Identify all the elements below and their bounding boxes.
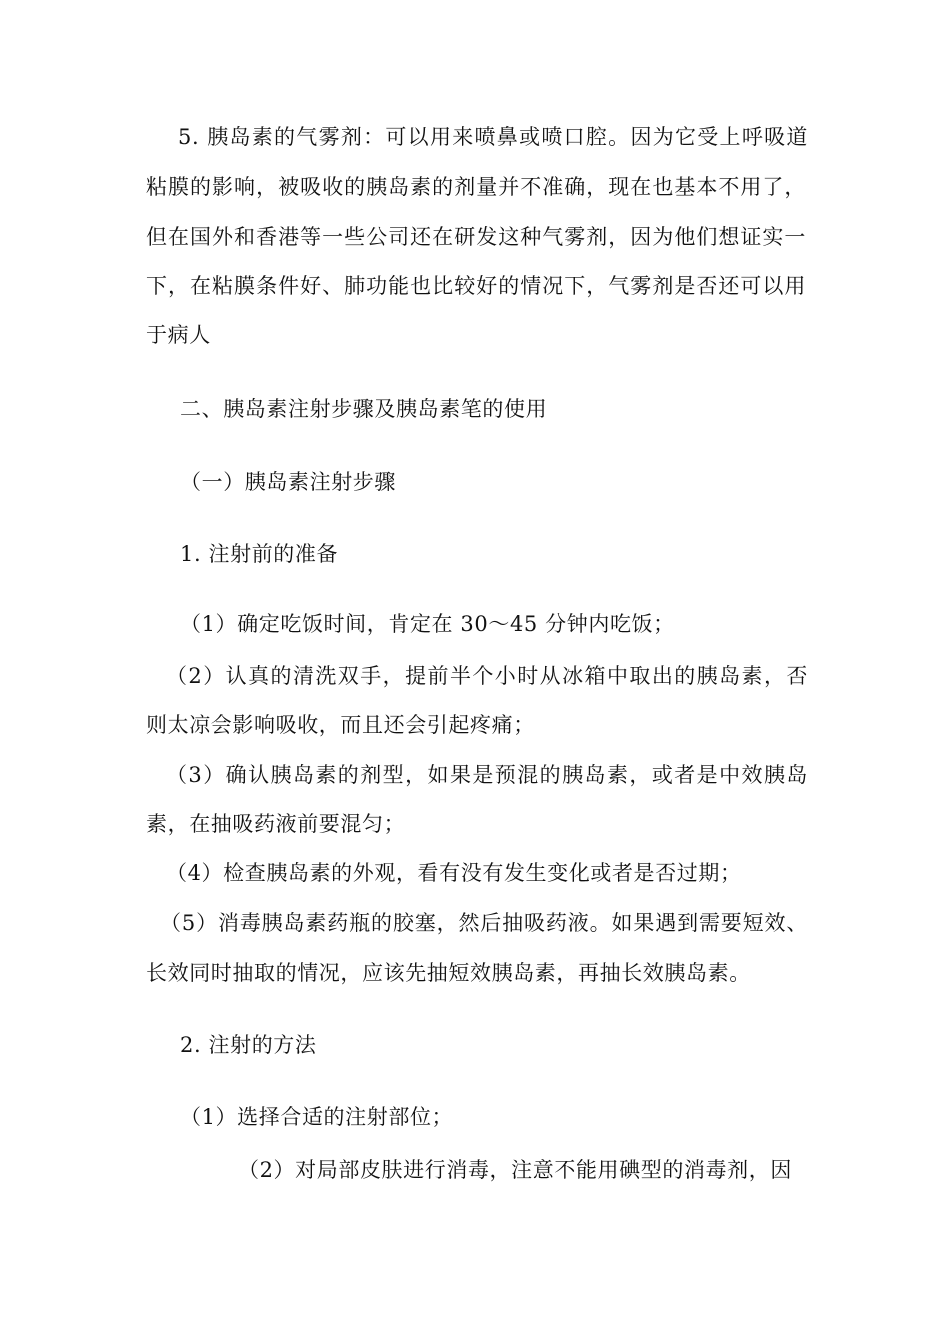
paragraph-5-line-4: 下，在粘膜条件好、肺功能也比较好的情况下，气雾剂是否还可以用 xyxy=(146,274,806,298)
subsection-1-title: （一）胰岛素注射步骤 xyxy=(180,470,396,494)
prep-item-4: （4）检查胰岛素的外观，看有没有发生变化或者是否过期； xyxy=(166,861,742,885)
prep-item-5-line-1: （5）消毒胰岛素药瓶的胶塞，然后抽吸药液。如果遇到需要短效、 xyxy=(160,911,808,935)
method-item-2: （2）对局部皮肤进行消毒，注意不能用碘型的消毒剂，因 xyxy=(238,1158,792,1182)
paragraph-5-line-1: 5. 胰岛素的气雾剂：可以用来喷鼻或喷口腔。因为它受上呼吸道 xyxy=(178,125,808,149)
section-2-title: 二、胰岛素注射步骤及胰岛素笔的使用 xyxy=(180,397,548,421)
prep-item-2-line-1: （2）认真的清洗双手，提前半个小时从冰箱中取出的胰岛素，否 xyxy=(166,664,808,688)
paragraph-5-line-2: 粘膜的影响，被吸收的胰岛素的剂量并不准确，现在也基本不用了， xyxy=(146,175,806,199)
heading-method: 2. 注射的方法 xyxy=(180,1033,317,1057)
prep-item-3-line-1: （3）确认胰岛素的剂型，如果是预混的胰岛素，或者是中效胰岛 xyxy=(166,763,808,787)
heading-preparation: 1. 注射前的准备 xyxy=(180,542,339,566)
paragraph-5-line-3: 但在国外和香港等一些公司还在研发这种气雾剂，因为他们想证实一 xyxy=(146,225,806,249)
prep-item-2-line-2: 则太凉会影响吸收，而且还会引起疼痛； xyxy=(146,713,535,737)
paragraph-5-line-5: 于病人 xyxy=(146,323,211,347)
prep-item-5-line-2: 长效同时抽取的情况，应该先抽短效胰岛素，再抽长效胰岛素。 xyxy=(146,961,751,985)
prep-item-1: （1）确定吃饭时间，肯定在 30～45 分钟内吃饭； xyxy=(180,612,675,636)
prep-item-3-line-2: 素，在抽吸药液前要混匀； xyxy=(146,812,406,836)
method-item-1: （1）选择合适的注射部位； xyxy=(180,1105,454,1129)
